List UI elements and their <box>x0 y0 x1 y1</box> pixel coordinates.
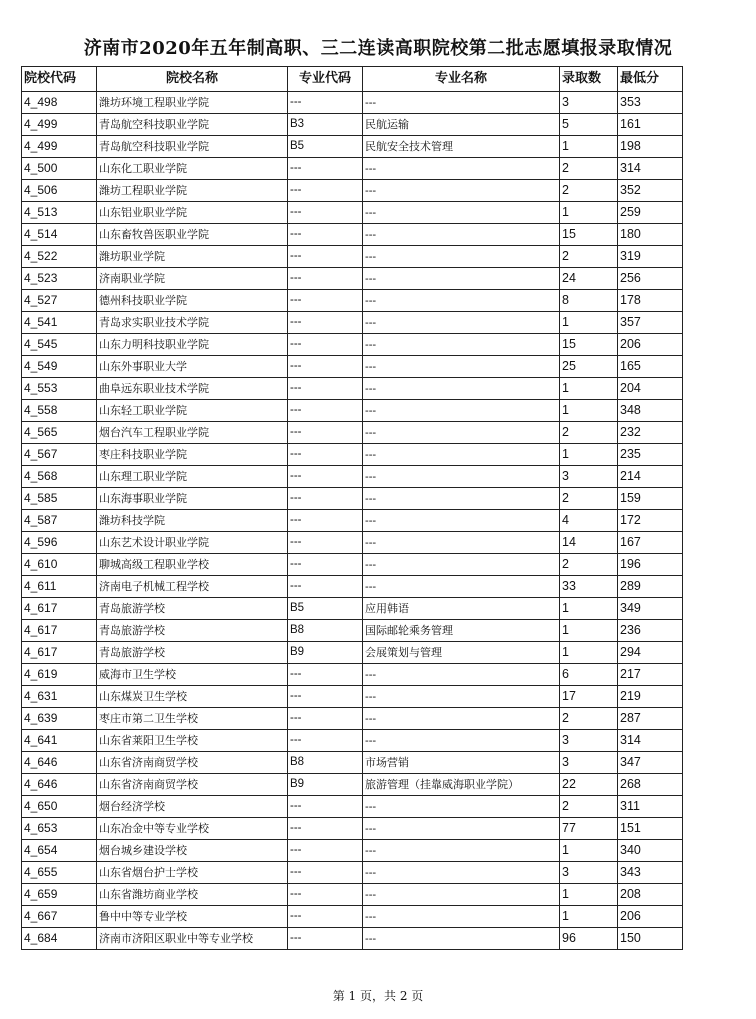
major-name-cell: --- <box>363 554 560 576</box>
major-code-cell: --- <box>288 422 363 444</box>
table-row <box>22 246 683 268</box>
major-code-cell: B8 <box>288 752 363 774</box>
major-name-cell: --- <box>363 686 560 708</box>
major-name-cell: --- <box>363 180 560 202</box>
major-code-cell: --- <box>288 158 363 180</box>
min-score-cell: 340 <box>618 840 683 862</box>
major-code-cell: --- <box>288 928 363 950</box>
admitted-count-cell: 1 <box>560 136 618 158</box>
major-code-cell: --- <box>288 400 363 422</box>
min-score-cell: 151 <box>618 818 683 840</box>
admitted-count-cell: 1 <box>560 312 618 334</box>
school-name-cell: 青岛航空科技职业学院 <box>97 114 288 136</box>
admitted-count-cell: 6 <box>560 664 618 686</box>
major-name-cell: --- <box>363 356 560 378</box>
admitted-count-cell: 1 <box>560 378 618 400</box>
min-score-cell: 294 <box>618 642 683 664</box>
school-name-cell: 德州科技职业学院 <box>97 290 288 312</box>
major-code-cell: --- <box>288 708 363 730</box>
min-score-cell: 357 <box>618 312 683 334</box>
school-name-cell: 山东轻工职业学院 <box>97 400 288 422</box>
school-code-cell: 4_684 <box>22 928 97 950</box>
min-score-cell: 348 <box>618 400 683 422</box>
table-row <box>22 290 683 312</box>
min-score-cell: 172 <box>618 510 683 532</box>
min-score-cell: 235 <box>618 444 683 466</box>
table-row <box>22 576 683 598</box>
table-row <box>22 708 683 730</box>
major-code-cell: --- <box>288 730 363 752</box>
school-name-cell: 山东化工职业学院 <box>97 158 288 180</box>
school-name-cell: 烟台城乡建设学校 <box>97 840 288 862</box>
major-name-cell: 会展策划与管理 <box>363 642 560 664</box>
major-name-cell: --- <box>363 532 560 554</box>
admitted-count-cell: 1 <box>560 444 618 466</box>
major-name-cell: --- <box>363 576 560 598</box>
major-code-cell: --- <box>288 202 363 224</box>
major-code-cell: B3 <box>288 114 363 136</box>
school-code-cell: 4_568 <box>22 466 97 488</box>
school-name-cell: 山东省潍坊商业学校 <box>97 884 288 906</box>
school-name-cell: 山东省莱阳卫生学校 <box>97 730 288 752</box>
admitted-count-cell: 3 <box>560 862 618 884</box>
table-row <box>22 180 683 202</box>
table-row <box>22 928 683 950</box>
table-row <box>22 818 683 840</box>
min-score-cell: 178 <box>618 290 683 312</box>
major-code-cell: --- <box>288 510 363 532</box>
major-code-cell: --- <box>288 796 363 818</box>
major-code-cell: --- <box>288 862 363 884</box>
min-score-cell: 214 <box>618 466 683 488</box>
min-score-cell: 352 <box>618 180 683 202</box>
admitted-count-cell: 24 <box>560 268 618 290</box>
school-code-cell: 4_617 <box>22 620 97 642</box>
major-name-cell: --- <box>363 334 560 356</box>
min-score-cell: 347 <box>618 752 683 774</box>
table-row <box>22 466 683 488</box>
admitted-count-cell: 2 <box>560 180 618 202</box>
school-code-cell: 4_500 <box>22 158 97 180</box>
min-score-cell: 204 <box>618 378 683 400</box>
school-code-cell: 4_611 <box>22 576 97 598</box>
table-row <box>22 796 683 818</box>
school-code-cell: 4_585 <box>22 488 97 510</box>
table-row <box>22 862 683 884</box>
admitted-count-cell: 1 <box>560 642 618 664</box>
major-code-cell: B5 <box>288 598 363 620</box>
major-name-cell: --- <box>363 466 560 488</box>
major-name-cell: --- <box>363 730 560 752</box>
table-row <box>22 774 683 796</box>
major-name-cell: --- <box>363 202 560 224</box>
school-name-cell: 山东铝业职业学院 <box>97 202 288 224</box>
school-code-cell: 4_567 <box>22 444 97 466</box>
major-code-cell: --- <box>288 686 363 708</box>
school-code-cell: 4_541 <box>22 312 97 334</box>
table-row <box>22 906 683 928</box>
table-row <box>22 730 683 752</box>
admitted-count-cell: 3 <box>560 752 618 774</box>
min-score-cell: 311 <box>618 796 683 818</box>
min-score-cell: 289 <box>618 576 683 598</box>
school-name-cell: 山东畜牧兽医职业学院 <box>97 224 288 246</box>
min-score-cell: 319 <box>618 246 683 268</box>
major-code-cell: --- <box>288 818 363 840</box>
school-name-cell: 聊城高级工程职业学校 <box>97 554 288 576</box>
table-row <box>22 400 683 422</box>
table-row <box>22 686 683 708</box>
major-name-cell: --- <box>363 246 560 268</box>
table-row <box>22 554 683 576</box>
major-name-cell: --- <box>363 92 560 114</box>
school-name-cell: 潍坊职业学院 <box>97 246 288 268</box>
major-code-cell: --- <box>288 268 363 290</box>
table-row <box>22 620 683 642</box>
major-code-cell: B9 <box>288 642 363 664</box>
major-name-cell: --- <box>363 510 560 532</box>
admitted-count-cell: 2 <box>560 422 618 444</box>
school-code-cell: 4_646 <box>22 774 97 796</box>
school-code-cell: 4_499 <box>22 114 97 136</box>
min-score-cell: 256 <box>618 268 683 290</box>
admitted-count-cell: 15 <box>560 224 618 246</box>
min-score-cell: 236 <box>618 620 683 642</box>
table-row <box>22 114 683 136</box>
major-name-cell: 市场营销 <box>363 752 560 774</box>
header-school-name: 院校名称 <box>97 67 288 92</box>
table-row <box>22 510 683 532</box>
min-score-cell: 232 <box>618 422 683 444</box>
school-code-cell: 4_514 <box>22 224 97 246</box>
admitted-count-cell: 3 <box>560 92 618 114</box>
min-score-cell: 150 <box>618 928 683 950</box>
major-code-cell: --- <box>288 92 363 114</box>
school-name-cell: 济南市济阳区职业中等专业学校 <box>97 928 288 950</box>
min-score-cell: 161 <box>618 114 683 136</box>
school-code-cell: 4_596 <box>22 532 97 554</box>
table-row <box>22 224 683 246</box>
school-code-cell: 4_617 <box>22 642 97 664</box>
admitted-count-cell: 15 <box>560 334 618 356</box>
table-row <box>22 422 683 444</box>
school-code-cell: 4_659 <box>22 884 97 906</box>
school-code-cell: 4_527 <box>22 290 97 312</box>
major-code-cell: --- <box>288 180 363 202</box>
min-score-cell: 219 <box>618 686 683 708</box>
admitted-count-cell: 8 <box>560 290 618 312</box>
major-code-cell: --- <box>288 290 363 312</box>
min-score-cell: 287 <box>618 708 683 730</box>
admitted-count-cell: 2 <box>560 708 618 730</box>
school-name-cell: 威海市卫生学校 <box>97 664 288 686</box>
school-code-cell: 4_522 <box>22 246 97 268</box>
table-row <box>22 268 683 290</box>
school-code-cell: 4_654 <box>22 840 97 862</box>
admitted-count-cell: 2 <box>560 158 618 180</box>
admitted-count-cell: 1 <box>560 620 618 642</box>
major-code-cell: --- <box>288 312 363 334</box>
min-score-cell: 198 <box>618 136 683 158</box>
table-header-row <box>22 67 683 92</box>
major-code-cell: --- <box>288 444 363 466</box>
school-name-cell: 济南职业学院 <box>97 268 288 290</box>
major-name-cell: --- <box>363 488 560 510</box>
major-name-cell: --- <box>363 444 560 466</box>
school-name-cell: 枣庄科技职业学院 <box>97 444 288 466</box>
school-code-cell: 4_639 <box>22 708 97 730</box>
school-code-cell: 4_650 <box>22 796 97 818</box>
major-code-cell: B9 <box>288 774 363 796</box>
admitted-count-cell: 1 <box>560 906 618 928</box>
school-name-cell: 青岛航空科技职业学院 <box>97 136 288 158</box>
major-name-cell: --- <box>363 906 560 928</box>
major-name-cell: --- <box>363 840 560 862</box>
school-name-cell: 烟台经济学校 <box>97 796 288 818</box>
major-name-cell: --- <box>363 378 560 400</box>
major-name-cell: --- <box>363 664 560 686</box>
school-name-cell: 枣庄市第二卫生学校 <box>97 708 288 730</box>
table-row <box>22 884 683 906</box>
school-code-cell: 4_553 <box>22 378 97 400</box>
school-name-cell: 山东省济南商贸学校 <box>97 752 288 774</box>
school-code-cell: 4_565 <box>22 422 97 444</box>
table-row <box>22 752 683 774</box>
school-name-cell: 山东煤炭卫生学校 <box>97 686 288 708</box>
major-name-cell: --- <box>363 818 560 840</box>
major-name-cell: 民航安全技术管理 <box>363 136 560 158</box>
min-score-cell: 167 <box>618 532 683 554</box>
major-code-cell: --- <box>288 378 363 400</box>
table-row <box>22 136 683 158</box>
school-code-cell: 4_587 <box>22 510 97 532</box>
min-score-cell: 353 <box>618 92 683 114</box>
admitted-count-cell: 22 <box>560 774 618 796</box>
table-row <box>22 598 683 620</box>
major-code-cell: --- <box>288 224 363 246</box>
major-name-cell: --- <box>363 884 560 906</box>
table-row <box>22 664 683 686</box>
min-score-cell: 196 <box>618 554 683 576</box>
admitted-count-cell: 33 <box>560 576 618 598</box>
major-code-cell: --- <box>288 906 363 928</box>
min-score-cell: 208 <box>618 884 683 906</box>
school-name-cell: 山东省烟台护士学校 <box>97 862 288 884</box>
school-name-cell: 潍坊科技学院 <box>97 510 288 532</box>
major-name-cell: --- <box>363 862 560 884</box>
school-code-cell: 4_653 <box>22 818 97 840</box>
major-code-cell: --- <box>288 466 363 488</box>
admitted-count-cell: 3 <box>560 730 618 752</box>
admitted-count-cell: 2 <box>560 796 618 818</box>
admitted-count-cell: 3 <box>560 466 618 488</box>
table-row <box>22 312 683 334</box>
table-row <box>22 92 683 114</box>
table-row <box>22 488 683 510</box>
school-name-cell: 青岛旅游学校 <box>97 620 288 642</box>
major-code-cell: --- <box>288 576 363 598</box>
school-name-cell: 山东艺术设计职业学院 <box>97 532 288 554</box>
table-row <box>22 378 683 400</box>
header-min-score: 最低分 <box>618 67 683 92</box>
major-name-cell: --- <box>363 268 560 290</box>
school-name-cell: 山东理工职业学院 <box>97 466 288 488</box>
admitted-count-cell: 1 <box>560 400 618 422</box>
table-row <box>22 642 683 664</box>
school-code-cell: 4_523 <box>22 268 97 290</box>
min-score-cell: 180 <box>618 224 683 246</box>
admitted-count-cell: 14 <box>560 532 618 554</box>
school-name-cell: 山东冶金中等专业学校 <box>97 818 288 840</box>
school-name-cell: 青岛求实职业技术学院 <box>97 312 288 334</box>
school-name-cell: 青岛旅游学校 <box>97 642 288 664</box>
min-score-cell: 217 <box>618 664 683 686</box>
school-code-cell: 4_558 <box>22 400 97 422</box>
admitted-count-cell: 1 <box>560 202 618 224</box>
table-row <box>22 356 683 378</box>
school-code-cell: 4_499 <box>22 136 97 158</box>
school-code-cell: 4_610 <box>22 554 97 576</box>
major-code-cell: --- <box>288 334 363 356</box>
min-score-cell: 206 <box>618 906 683 928</box>
min-score-cell: 268 <box>618 774 683 796</box>
min-score-cell: 314 <box>618 158 683 180</box>
min-score-cell: 314 <box>618 730 683 752</box>
school-name-cell: 山东外事职业大学 <box>97 356 288 378</box>
admitted-count-cell: 17 <box>560 686 618 708</box>
school-name-cell: 曲阜远东职业技术学院 <box>97 378 288 400</box>
table-row <box>22 840 683 862</box>
major-name-cell: 民航运输 <box>363 114 560 136</box>
admission-table <box>21 66 683 950</box>
school-name-cell: 山东力明科技职业学院 <box>97 334 288 356</box>
major-name-cell: --- <box>363 928 560 950</box>
major-name-cell: --- <box>363 422 560 444</box>
major-name-cell: 国际邮轮乘务管理 <box>363 620 560 642</box>
school-code-cell: 4_617 <box>22 598 97 620</box>
header-school-code: 院校代码 <box>22 67 97 92</box>
school-code-cell: 4_498 <box>22 92 97 114</box>
admitted-count-cell: 5 <box>560 114 618 136</box>
major-name-cell: 旅游管理（挂靠威海职业学院） <box>363 774 560 796</box>
admitted-count-cell: 96 <box>560 928 618 950</box>
school-code-cell: 4_549 <box>22 356 97 378</box>
table-row <box>22 532 683 554</box>
major-name-cell: --- <box>363 224 560 246</box>
major-code-cell: --- <box>288 554 363 576</box>
min-score-cell: 159 <box>618 488 683 510</box>
table-row <box>22 444 683 466</box>
major-code-cell: B5 <box>288 136 363 158</box>
school-name-cell: 青岛旅游学校 <box>97 598 288 620</box>
page-number: 第 1 页，共 2 页 <box>332 989 424 1003</box>
header-major-code: 专业代码 <box>288 67 363 92</box>
min-score-cell: 206 <box>618 334 683 356</box>
school-code-cell: 4_545 <box>22 334 97 356</box>
major-code-cell: --- <box>288 532 363 554</box>
school-name-cell: 潍坊环境工程职业学院 <box>97 92 288 114</box>
school-name-cell: 济南电子机械工程学校 <box>97 576 288 598</box>
page-title: 济南市2020年五年制高职、三二连读高职院校第二批志愿填报录取情况 <box>83 38 673 59</box>
admitted-count-cell: 2 <box>560 246 618 268</box>
major-code-cell: B8 <box>288 620 363 642</box>
admitted-count-cell: 2 <box>560 554 618 576</box>
table-row <box>22 158 683 180</box>
major-code-cell: --- <box>288 246 363 268</box>
major-name-cell: --- <box>363 290 560 312</box>
major-code-cell: --- <box>288 356 363 378</box>
school-name-cell: 山东省济南商贸学校 <box>97 774 288 796</box>
school-name-cell: 山东海事职业学院 <box>97 488 288 510</box>
admitted-count-cell: 25 <box>560 356 618 378</box>
major-name-cell: --- <box>363 708 560 730</box>
admitted-count-cell: 1 <box>560 598 618 620</box>
school-code-cell: 4_667 <box>22 906 97 928</box>
school-code-cell: 4_631 <box>22 686 97 708</box>
admitted-count-cell: 1 <box>560 840 618 862</box>
admitted-count-cell: 4 <box>560 510 618 532</box>
major-code-cell: --- <box>288 884 363 906</box>
major-name-cell: --- <box>363 400 560 422</box>
min-score-cell: 259 <box>618 202 683 224</box>
school-code-cell: 4_506 <box>22 180 97 202</box>
min-score-cell: 165 <box>618 356 683 378</box>
school-name-cell: 烟台汽车工程职业学院 <box>97 422 288 444</box>
school-code-cell: 4_655 <box>22 862 97 884</box>
table-row <box>22 202 683 224</box>
school-name-cell: 鲁中中等专业学校 <box>97 906 288 928</box>
header-major-name: 专业名称 <box>363 67 560 92</box>
major-name-cell: --- <box>363 158 560 180</box>
major-code-cell: --- <box>288 664 363 686</box>
school-code-cell: 4_619 <box>22 664 97 686</box>
min-score-cell: 349 <box>618 598 683 620</box>
major-code-cell: --- <box>288 840 363 862</box>
major-name-cell: --- <box>363 312 560 334</box>
min-score-cell: 343 <box>618 862 683 884</box>
school-code-cell: 4_646 <box>22 752 97 774</box>
major-name-cell: --- <box>363 796 560 818</box>
admitted-count-cell: 2 <box>560 488 618 510</box>
school-name-cell: 潍坊工程职业学院 <box>97 180 288 202</box>
major-code-cell: --- <box>288 488 363 510</box>
table-row <box>22 334 683 356</box>
admitted-count-cell: 77 <box>560 818 618 840</box>
school-code-cell: 4_513 <box>22 202 97 224</box>
school-code-cell: 4_641 <box>22 730 97 752</box>
admitted-count-cell: 1 <box>560 884 618 906</box>
major-name-cell: 应用韩语 <box>363 598 560 620</box>
header-admitted-count: 录取数 <box>560 67 618 92</box>
